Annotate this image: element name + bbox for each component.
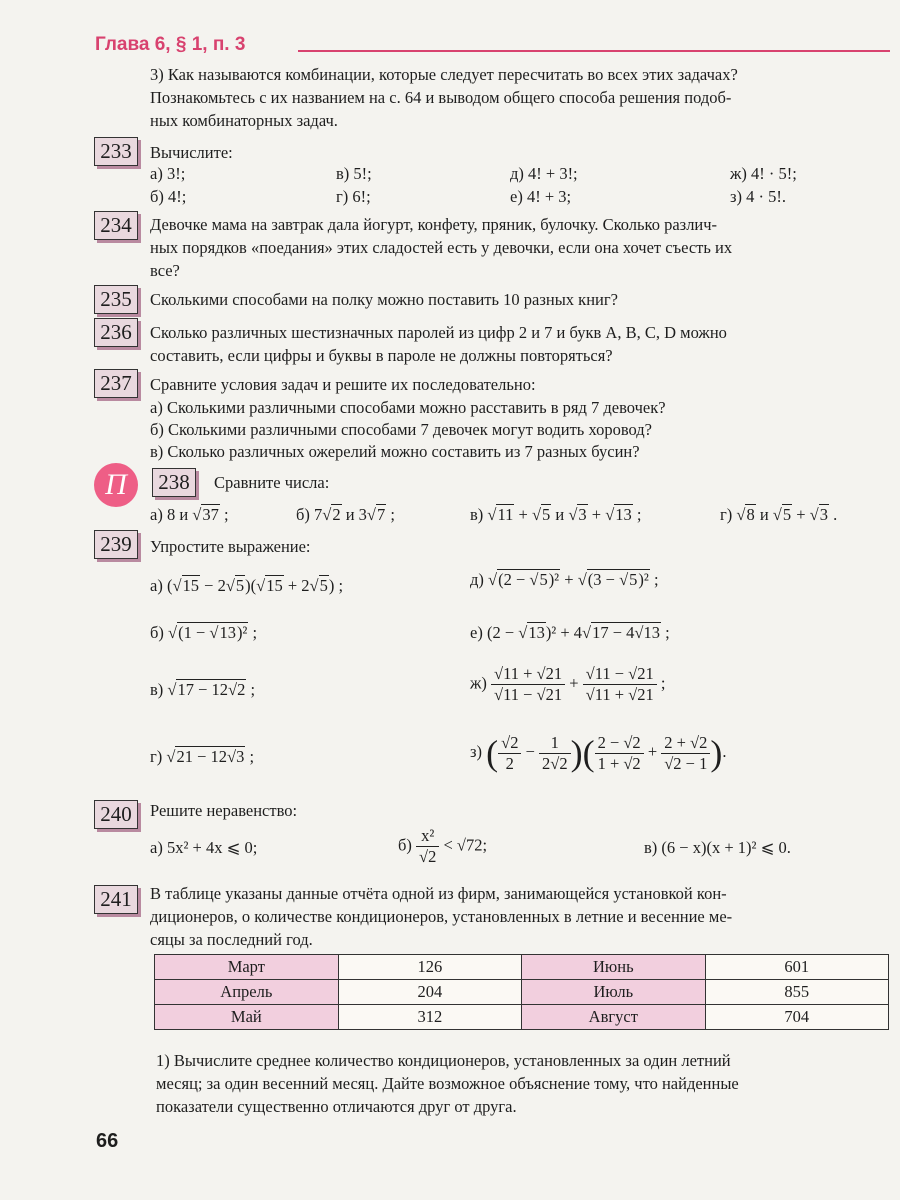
problem-240-a: а) 5x² + 4x ⩽ 0;: [150, 838, 258, 857]
problem-238-d: г) √8 и √5 + √3 .: [720, 505, 838, 524]
problem-239-e: е) (2 − √13)² + 4√17 − 4√13 ;: [470, 623, 670, 642]
table-cell-month: Май: [155, 1005, 339, 1030]
table-cell-value: 704: [705, 1005, 888, 1030]
problem-234-line: ных порядков «поедания» этих сладостей есть у девочки, если она хочет съесть их: [150, 238, 733, 257]
item: б) 4!;: [150, 187, 187, 206]
item: д) 4! + 3!;: [510, 164, 578, 183]
problem-239-z: з) ( $\frac{√2}{2}$ − $\frac{1}{2√2}$ )( $\frac{2 - √2}{1 + √2}$ + $\frac{2 + √2}{√2 - 1}$ ).: [470, 732, 727, 773]
problem-237-line: Сравните условия задач и решите их последовательно:: [150, 375, 536, 394]
problem-239-zh: ж) $\frac{√11 + √21}{√11 - √21}$ + $\frac{√11 - √21}{√11 + √21}$ ;: [470, 664, 666, 704]
problem-239-text: Упростите выражение:: [150, 537, 311, 556]
problem-236-line: Сколько различных шестизначных паролей из цифр 2 и 7 и букв A, B, C, D можно: [150, 323, 727, 342]
problem-238-c: в) √11 + √5 и √3 + √13 ;: [470, 505, 642, 524]
table-cell-value: 601: [705, 955, 888, 980]
problem-239-a: а) (√15 − 2√5)(√15 + 2√5) ;: [150, 576, 344, 595]
problem-number-237: 237: [94, 369, 138, 398]
page-number: 66: [96, 1130, 119, 1152]
problem-241-question: месяц; за один весенний месяц. Дайте возможное объяснение тому, что найденные: [156, 1074, 739, 1093]
problem-238-b: б) 7√2 и 3√7 ;: [296, 505, 395, 524]
table-cell-value: 855: [705, 980, 888, 1005]
table-cell-value: 126: [338, 955, 521, 980]
problem-239-b: б) √(1 − √13)² ;: [150, 623, 258, 642]
intro-line: Познакомьтесь с их названием на с. 64 и выводом общего способа решения подоб-: [150, 88, 732, 107]
problem-233-text: Вычислите:: [150, 143, 233, 162]
table-row: [155, 1005, 889, 1030]
problem-237-line: б) Сколькими различными способами 7 девочек могут водить хоровод?: [150, 420, 652, 439]
problem-238-a: а) 8 и √37 ;: [150, 505, 229, 524]
problem-number-240: 240: [94, 800, 138, 829]
problem-241-line: В таблице указаны данные отчёта одной из фирм, занимающейся установкой кон-: [150, 884, 727, 903]
chapter-header: Глава 6, § 1, п. 3: [95, 34, 246, 55]
problem-236-line: составить, если цифры и буквы в пароле не должны повторяться?: [150, 346, 613, 365]
problem-235-text: Сколькими способами на полку можно поставить 10 разных книг?: [150, 290, 618, 309]
problem-number-238: 238: [152, 468, 196, 497]
table-cell-month: Апрель: [155, 980, 339, 1005]
table-cell-month: Июль: [522, 980, 706, 1005]
item: в) 5!;: [336, 164, 372, 183]
header-rule: [298, 50, 890, 52]
problem-241-line: сяцы за последний год.: [150, 930, 313, 949]
problem-number-234: 234: [94, 211, 138, 240]
item: ж) 4! · 5!;: [730, 164, 797, 183]
problem-237-line: в) Сколько различных ожерелий можно составить из 7 разных бусин?: [150, 442, 640, 461]
table-cell-value: 204: [338, 980, 521, 1005]
item: а) 3!;: [150, 164, 186, 183]
problem-240-text: Решите неравенство:: [150, 801, 298, 820]
intro-line: 3) Как называются комбинации, которые следует пересчитать во всех этих задачах?: [150, 65, 738, 84]
table-cell-month: Март: [155, 955, 339, 980]
problem-241-line: диционеров, о количестве кондиционеров, установленных в летние и весенние ме-: [150, 907, 733, 926]
problem-241-question: показатели существенно отличаются друг от друга.: [156, 1097, 517, 1116]
problem-number-236: 236: [94, 318, 138, 347]
problem-240-c: в) (6 − x)(x + 1)² ⩽ 0.: [644, 838, 791, 857]
problem-234-line: все?: [150, 261, 180, 280]
table-row: [155, 955, 889, 980]
intro-line: ных комбинаторных задач.: [150, 111, 338, 130]
table-cell-value: 312: [338, 1005, 521, 1030]
problem-234-line: Девочке мама на завтрак дала йогурт, конфету, пряник, булочку. Сколько различ-: [150, 215, 718, 234]
problem-238-text: Сравните числа:: [214, 473, 330, 492]
item: е) 4! + 3;: [510, 187, 572, 206]
problem-239-g: г) √21 − 12√3 ;: [150, 747, 255, 766]
problem-241-question: 1) Вычислите среднее количество кондиционеров, установленных за один летний: [156, 1051, 731, 1070]
pi-marker-icon: П: [94, 463, 138, 507]
air-conditioner-table: [154, 954, 889, 1030]
problem-number-239: 239: [94, 530, 138, 559]
problem-number-233: 233: [94, 137, 138, 166]
table-cell-month: Август: [522, 1005, 706, 1030]
table-row: [155, 980, 889, 1005]
problem-240-b: б) $\frac{\text{x²}}{√2}$ < √72;: [398, 826, 488, 866]
item: з) 4 · 5!.: [730, 187, 787, 206]
item: г) 6!;: [336, 187, 371, 206]
problem-number-241: 241: [94, 885, 138, 914]
table-cell-month: Июнь: [522, 955, 706, 980]
problem-239-v: в) √17 − 12√2 ;: [150, 680, 256, 699]
problem-239-d: д) √(2 − √5)² + √(3 − √5)² ;: [470, 570, 659, 589]
problem-number-235: 235: [94, 285, 138, 314]
problem-237-line: а) Сколькими различными способами можно расставить в ряд 7 девочек?: [150, 398, 666, 417]
